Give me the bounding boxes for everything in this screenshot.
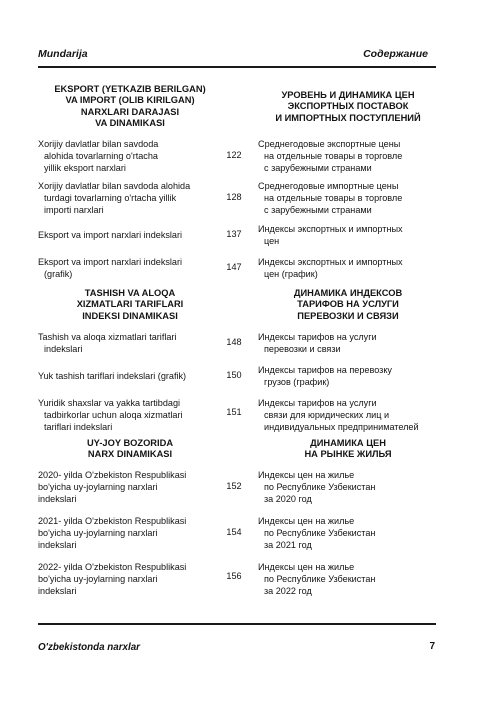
toc-entry-uz[interactable]: Yuk tashish tariflari indekslari (grafik) bbox=[38, 371, 187, 381]
toc-entry-uz[interactable]: Yuridik shaxslar va yakka tartibdagi tadbirkorlar uchun aloqa xizmatlari tariflari indekslari bbox=[38, 398, 183, 432]
toc-entry-ru[interactable]: Индексы цен на жилье по Республике Узбекистан за 2020 год bbox=[258, 470, 376, 504]
toc-entry-ru[interactable]: Среднегодовые экспортные цены на отдельные товары в торговле с зарубежными странами bbox=[258, 139, 403, 173]
page-number[interactable]: 122 bbox=[226, 150, 242, 160]
section-title-uz: EKSPORT (YETKAZIB BERILGAN) VA IMPORT (OLIB KIRILGAN) NARXLARI DARAJASI VA DINAMIKASI bbox=[54, 84, 206, 128]
footer-title: O'zbekistonda narxlar bbox=[38, 642, 140, 653]
toc-entry-uz[interactable]: Xorijiy davlatlar bilan savdoda alohida tovarlarning o'rtacha yillik eksport narxlari bbox=[38, 139, 159, 173]
page-number[interactable]: 137 bbox=[226, 229, 242, 239]
header-rule bbox=[38, 66, 436, 68]
page-number[interactable]: 128 bbox=[226, 192, 242, 202]
toc-entry-ru[interactable]: Индексы цен на жилье по Республике Узбекистан за 2021 год bbox=[258, 516, 376, 550]
toc-entry-ru[interactable]: Индексы тарифов на услуги перевозки и связи bbox=[258, 332, 377, 354]
toc-entry-uz[interactable]: Xorijiy davlatlar bilan savdoda alohida turdagi tovarlarning o'rtacha yillik importi narxlari bbox=[38, 181, 191, 215]
toc-entry-uz[interactable]: Eksport va import narxlari indekslari (grafik) bbox=[38, 257, 183, 279]
toc-entry-uz[interactable]: Eksport va import narxlari indekslari bbox=[38, 230, 183, 240]
toc-entry-ru[interactable]: Индексы тарифов на услуги связи для юридических лиц и индивидуальных предпринимателей bbox=[258, 398, 419, 432]
page-number[interactable]: 156 bbox=[226, 571, 242, 581]
page-number[interactable]: 154 bbox=[226, 527, 242, 537]
header-right-title: Содержание bbox=[363, 48, 428, 60]
footer-page-number: 7 bbox=[429, 641, 435, 652]
toc-entry-ru[interactable]: Индексы экспортных и импортных цен bbox=[258, 224, 403, 246]
page-number[interactable]: 147 bbox=[226, 262, 242, 272]
page-number[interactable]: 151 bbox=[226, 407, 242, 417]
footer-rule bbox=[38, 623, 436, 625]
page-number[interactable]: 152 bbox=[226, 481, 242, 491]
section-title-uz: TASHISH VA ALOQA XIZMATLARI TARIFLARI INDEKSI DINAMIKASI bbox=[76, 288, 184, 321]
toc-entry-ru[interactable]: Индексы тарифов на перевозку грузов (график) bbox=[258, 365, 392, 387]
section-title-ru: УРОВЕНЬ И ДИНАМИКА ЦЕН ЭКСПОРТНЫХ ПОСТАВОК И ИМПОРТНЫХ ПОСТУПЛЕНИЙ bbox=[275, 90, 421, 123]
section-title-ru: ДИНАМИКА ИНДЕКСОВ ТАРИФОВ НА УСЛУГИ ПЕРЕВОЗКИ И СВЯЗИ bbox=[293, 288, 403, 321]
toc-entry-uz[interactable]: 2020- yilda O'zbekiston Respublikasi bo'yicha uy-joylarning narxlari indekslari bbox=[38, 470, 187, 504]
section-title-ru: ДИНАМИКА ЦЕН НА РЫНКЕ ЖИЛЬЯ bbox=[304, 438, 392, 460]
section-title-uz: UY-JOY BOZORIDA NARX DINAMIKASI bbox=[86, 438, 174, 460]
header-left-title: Mundarija bbox=[38, 48, 88, 60]
toc-entry-uz[interactable]: Tashish va aloqa xizmatlari tariflari indekslari bbox=[38, 332, 177, 354]
page-number[interactable]: 148 bbox=[226, 337, 242, 347]
toc-entry-uz[interactable]: 2021- yilda O'zbekiston Respublikasi bo'yicha uy-joylarning narxlari indekslari bbox=[38, 516, 187, 550]
toc-entry-ru[interactable]: Индексы цен на жилье по Республике Узбекистан за 2022 год bbox=[258, 562, 376, 596]
toc-entry-uz[interactable]: 2022- yilda O'zbekiston Respublikasi bo'yicha uy-joylarning narxlari indekslari bbox=[38, 562, 187, 596]
toc-entry-ru[interactable]: Индексы экспортных и импортных цен (график) bbox=[258, 257, 403, 279]
toc-entry-ru[interactable]: Среднегодовые импортные цены на отдельные товары в торговле с зарубежными странами bbox=[258, 181, 403, 215]
page-number[interactable]: 150 bbox=[226, 370, 242, 380]
